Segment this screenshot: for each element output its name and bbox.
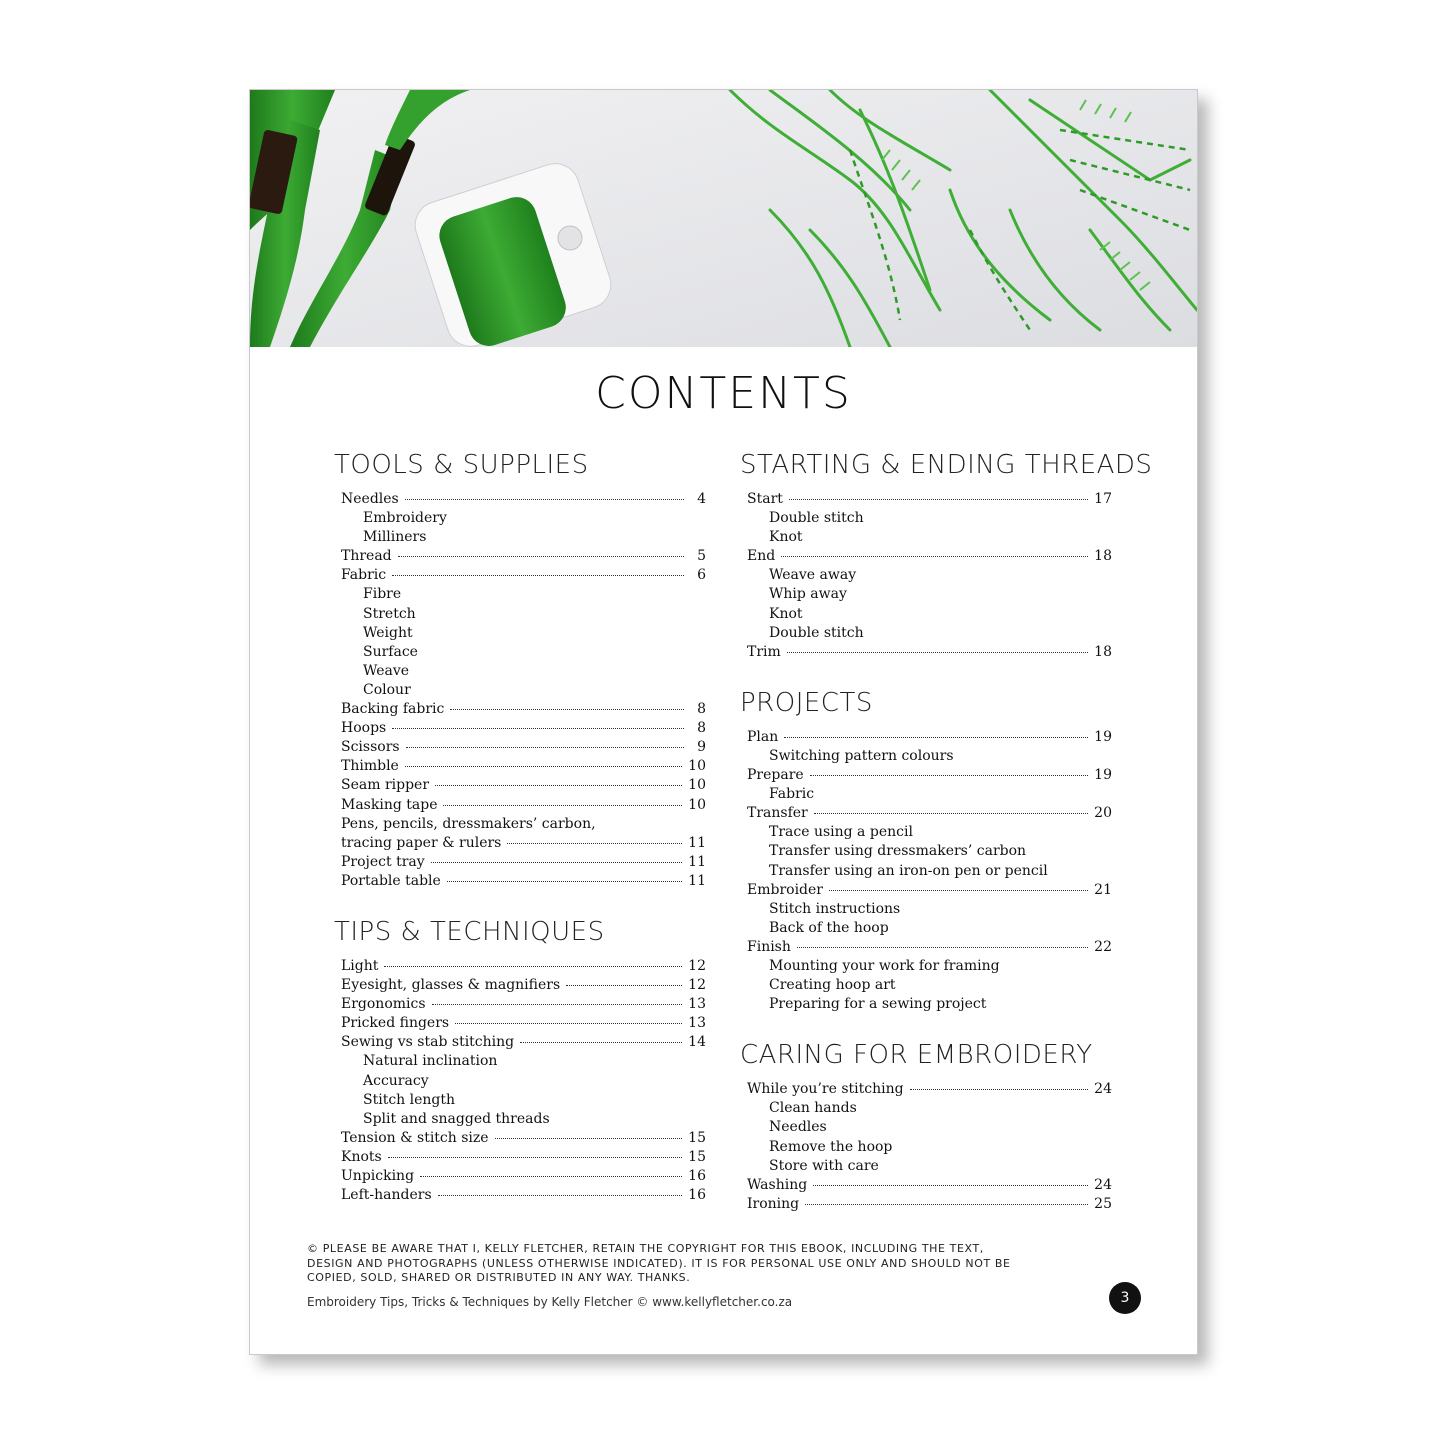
- dot-leader: [388, 1157, 682, 1158]
- toc-entry[interactable]: [334, 853, 706, 872]
- dot-leader: [398, 556, 684, 557]
- toc-entry[interactable]: [334, 995, 706, 1014]
- dot-leader: [829, 890, 1088, 891]
- toc-entry-title: Pens, pencils, dressmakers’ carbon,: [341, 815, 596, 832]
- toc-entry-title: Project tray: [341, 853, 425, 870]
- toc-subentry[interactable]: Trace using a pencil: [769, 824, 913, 841]
- toc-subentry[interactable]: Double stitch: [769, 624, 864, 641]
- toc-entry[interactable]: [334, 834, 706, 853]
- dot-leader: [447, 881, 682, 882]
- toc-entry[interactable]: [334, 796, 706, 815]
- toc-page-number: 19: [1094, 767, 1112, 784]
- toc-entry-title: Sewing vs stab stitching: [341, 1034, 515, 1051]
- toc-entry-title: Light: [341, 957, 379, 974]
- toc-subentry[interactable]: Colour: [363, 681, 411, 698]
- toc-page-number: 6: [697, 567, 706, 584]
- section-heading: CARING FOR EMBROIDERY: [740, 1040, 1093, 1071]
- toc-entry[interactable]: [334, 1033, 706, 1052]
- dot-leader: [450, 709, 684, 710]
- toc-entry[interactable]: [334, 1129, 706, 1148]
- toc-subentry[interactable]: Whip away: [769, 586, 847, 603]
- toc-entry-title: Tension & stitch size: [341, 1129, 489, 1146]
- dot-leader: [781, 556, 1088, 557]
- toc-entry[interactable]: [740, 728, 1112, 747]
- toc-entry[interactable]: [334, 815, 706, 834]
- dot-leader: [784, 737, 1088, 738]
- toc-subentry[interactable]: Switching pattern colours: [769, 747, 954, 764]
- toc-entry[interactable]: [334, 566, 706, 585]
- toc-subentry[interactable]: Split and snagged threads: [363, 1110, 550, 1127]
- toc-entry-title: Finish: [747, 938, 791, 955]
- toc-entry-title: Left-handers: [341, 1187, 432, 1204]
- toc-section: [334, 450, 706, 891]
- header-photo: [250, 90, 1197, 347]
- toc-page-number: 8: [697, 701, 706, 718]
- dot-leader: [810, 775, 1088, 776]
- dot-leader: [520, 1042, 682, 1043]
- toc-page-number: 11: [688, 872, 706, 889]
- toc-entry-title: Ironing: [747, 1195, 800, 1212]
- dot-leader: [443, 805, 682, 806]
- dot-leader: [431, 862, 683, 863]
- toc-entry-title: Portable table: [341, 872, 441, 889]
- toc-entry-title: Prepare: [747, 767, 804, 784]
- toc-page-number: 15: [688, 1129, 706, 1146]
- toc-subentry[interactable]: Transfer using dressmakers’ carbon: [769, 843, 1027, 860]
- toc-subentry[interactable]: Needles: [769, 1119, 827, 1136]
- toc-page-number: 19: [1094, 728, 1112, 745]
- toc-page-number: 16: [688, 1168, 706, 1184]
- toc-entry-title: Seam ripper: [341, 777, 430, 794]
- toc-subentry[interactable]: Natural inclination: [363, 1053, 498, 1070]
- dot-leader: [566, 985, 682, 986]
- toc-entry-title: Plan: [747, 728, 779, 745]
- toc-page-number: 11: [688, 834, 706, 851]
- page-title: CONTENTS: [595, 368, 852, 419]
- toc-page-number: 9: [697, 739, 706, 756]
- toc-page-number: 15: [688, 1148, 706, 1165]
- toc-page-number: 16: [688, 1187, 706, 1204]
- toc-section: [740, 688, 1112, 1014]
- toc-entry[interactable]: [334, 957, 706, 976]
- toc-subentry[interactable]: Weight: [363, 624, 413, 641]
- toc-page-number: 18: [1094, 548, 1112, 565]
- toc-subentry[interactable]: Milliners: [363, 529, 427, 546]
- toc-entry-title: End: [747, 548, 776, 565]
- toc-page-number: 12: [688, 957, 706, 974]
- toc-entry-title: Thread: [341, 548, 392, 565]
- dot-leader: [435, 785, 682, 786]
- toc-entry-title: Embroider: [747, 881, 823, 898]
- dot-leader: [507, 843, 682, 844]
- toc-page-number: 17: [1094, 491, 1112, 507]
- toc-entry-title: Unpicking: [341, 1168, 415, 1184]
- toc-entry[interactable]: [334, 700, 706, 719]
- toc-section: [334, 917, 706, 1205]
- toc-entry-title: Trim: [747, 643, 781, 660]
- toc-page-number: 4: [697, 491, 706, 507]
- toc-entry[interactable]: [334, 776, 706, 795]
- dot-leader: [406, 747, 684, 748]
- toc-entry[interactable]: [740, 766, 1112, 785]
- toc-page-number: 14: [688, 1034, 706, 1051]
- toc-subentry[interactable]: Preparing for a sewing project: [769, 996, 987, 1013]
- toc-entry-title: Hoops: [341, 720, 387, 737]
- toc-entry[interactable]: [740, 1080, 1112, 1099]
- toc-section: [740, 450, 1153, 662]
- toc-subentry[interactable]: Embroidery: [363, 510, 447, 527]
- dot-leader: [438, 1195, 683, 1196]
- dot-leader: [805, 1204, 1088, 1205]
- toc-page-number: 13: [688, 996, 706, 1013]
- toc-entry-title: Thimble: [341, 758, 399, 775]
- ebook-page: [249, 89, 1198, 1355]
- toc-entry-title: Pricked fingers: [341, 1015, 450, 1032]
- toc-entry-title: Fabric: [341, 567, 387, 584]
- copyright-notice: © PLEASE BE AWARE THAT I, KELLY FLETCHER, RETAIN THE COPYRIGHT FOR THIS EBOOK, INCLUDING THE TEXT, DESIGN AND PHOTOGRAPHS (UNLESS OTHERWISE INDICATED). IT IS FOR PERSONAL USE ONLY AND SHOULD NOT BE COPIED, SOLD, SHARED OR DISTRIBUTED IN ANY WAY. THANKS.: [307, 1242, 1011, 1284]
- section-heading: TIPS & TECHNIQUES: [334, 916, 605, 947]
- toc-page-number: 18: [1094, 643, 1112, 660]
- toc-entry[interactable]: [334, 1167, 706, 1186]
- toc-subentry[interactable]: Double stitch: [769, 510, 864, 527]
- toc-entry[interactable]: [334, 976, 706, 995]
- section-heading: STARTING & ENDING THREADS: [740, 450, 1153, 480]
- toc-subentry[interactable]: Stitch instructions: [769, 900, 901, 917]
- toc-entry[interactable]: [740, 490, 1112, 509]
- toc-subentry[interactable]: Remove the hoop: [769, 1138, 893, 1155]
- toc-entry[interactable]: [334, 738, 706, 757]
- toc-section: [740, 1040, 1112, 1214]
- page-number-badge: 3: [1109, 1282, 1141, 1314]
- toc-page-number: 12: [688, 977, 706, 994]
- toc-entry[interactable]: [334, 1014, 706, 1033]
- toc-page-number: 11: [688, 853, 706, 870]
- toc-page-number: 5: [697, 548, 706, 565]
- toc-entry[interactable]: [740, 1176, 1112, 1195]
- toc-entry[interactable]: [334, 1148, 706, 1167]
- toc-page-number: 21: [1094, 881, 1112, 898]
- toc-entry[interactable]: [334, 1186, 706, 1205]
- dot-leader: [432, 1004, 683, 1005]
- dot-leader: [384, 966, 682, 967]
- dot-leader: [787, 652, 1088, 653]
- toc-entry-title: Transfer: [747, 805, 808, 822]
- toc-subentry[interactable]: Stitch length: [363, 1091, 456, 1108]
- toc-page-number: 25: [1094, 1195, 1112, 1212]
- toc-subentry[interactable]: Fibre: [363, 586, 402, 603]
- toc-entry[interactable]: [740, 804, 1112, 823]
- toc-subentry[interactable]: Weave: [363, 662, 410, 679]
- contents-column-left: [334, 450, 706, 1231]
- dot-leader: [455, 1023, 682, 1024]
- toc-entry-title: tracing paper & rulers: [341, 834, 502, 851]
- toc-page-number: 10: [688, 796, 706, 813]
- contents-column-right: [740, 450, 1153, 1240]
- toc-entry-title: While you’re stitching: [747, 1081, 904, 1098]
- dot-leader: [392, 728, 684, 729]
- section-heading: PROJECTS: [740, 687, 873, 718]
- toc-page-number: 8: [697, 720, 706, 737]
- toc-subentry[interactable]: Accuracy: [363, 1072, 429, 1089]
- toc-page-number: 24: [1094, 1081, 1112, 1098]
- dot-leader: [495, 1138, 683, 1139]
- toc-entry-title: Needles: [341, 491, 399, 507]
- toc-subentry[interactable]: Surface: [363, 643, 418, 660]
- toc-page-number: 20: [1094, 805, 1112, 822]
- dot-leader: [813, 1185, 1088, 1186]
- dot-leader: [420, 1176, 682, 1177]
- toc-entry-title: Masking tape: [341, 796, 438, 813]
- toc-entry-title: Washing: [747, 1176, 808, 1193]
- toc-subentry[interactable]: Clean hands: [769, 1100, 857, 1117]
- toc-entry-title: Scissors: [341, 739, 400, 756]
- toc-entry-title: Knots: [341, 1148, 382, 1165]
- toc-entry[interactable]: [740, 547, 1112, 566]
- dot-leader: [405, 766, 682, 767]
- dot-leader: [405, 499, 684, 500]
- toc-entry[interactable]: [334, 719, 706, 738]
- dot-leader: [814, 813, 1088, 814]
- section-heading: TOOLS & SUPPLIES: [334, 450, 589, 480]
- toc-subentry[interactable]: Back of the hoop: [769, 919, 889, 936]
- dot-leader: [797, 947, 1088, 948]
- toc-subentry[interactable]: Creating hoop art: [769, 977, 896, 994]
- toc-subentry[interactable]: Weave away: [769, 567, 857, 584]
- book-credit: Embroidery Tips, Tricks & Techniques by Kelly Fletcher © www.kellyfletcher.co.za: [307, 1295, 793, 1309]
- toc-subentry[interactable]: Fabric: [769, 786, 815, 803]
- toc-subentry[interactable]: Knot: [769, 605, 803, 622]
- toc-entry[interactable]: [334, 547, 706, 566]
- toc-entry-title: Eyesight, glasses & magnifiers: [341, 977, 561, 994]
- toc-entry-title: Start: [747, 491, 783, 507]
- toc-subentry[interactable]: Knot: [769, 529, 803, 546]
- dot-leader: [392, 575, 684, 576]
- toc-entry[interactable]: [740, 643, 1112, 662]
- toc-subentry[interactable]: Stretch: [363, 605, 416, 622]
- toc-entry[interactable]: [334, 757, 706, 776]
- toc-page-number: 22: [1094, 938, 1112, 955]
- toc-entry-title: Ergonomics: [341, 996, 426, 1013]
- dot-leader: [910, 1089, 1089, 1090]
- toc-page-number: 10: [688, 758, 706, 775]
- toc-entry[interactable]: [334, 490, 706, 509]
- toc-entry[interactable]: [740, 881, 1112, 900]
- toc-page-number: 10: [688, 777, 706, 794]
- toc-entry[interactable]: [334, 872, 706, 891]
- toc-page-number: 13: [688, 1015, 706, 1032]
- toc-entry[interactable]: [740, 1195, 1112, 1214]
- dot-leader: [789, 499, 1088, 500]
- toc-page-number: 24: [1094, 1176, 1112, 1193]
- toc-subentry[interactable]: Store with care: [769, 1157, 879, 1174]
- toc-subentry[interactable]: Mounting your work for framing: [769, 957, 1000, 974]
- toc-entry[interactable]: [740, 938, 1112, 957]
- toc-entry-title: Backing fabric: [341, 701, 445, 718]
- toc-subentry[interactable]: Transfer using an iron-on pen or pencil: [769, 862, 1048, 879]
